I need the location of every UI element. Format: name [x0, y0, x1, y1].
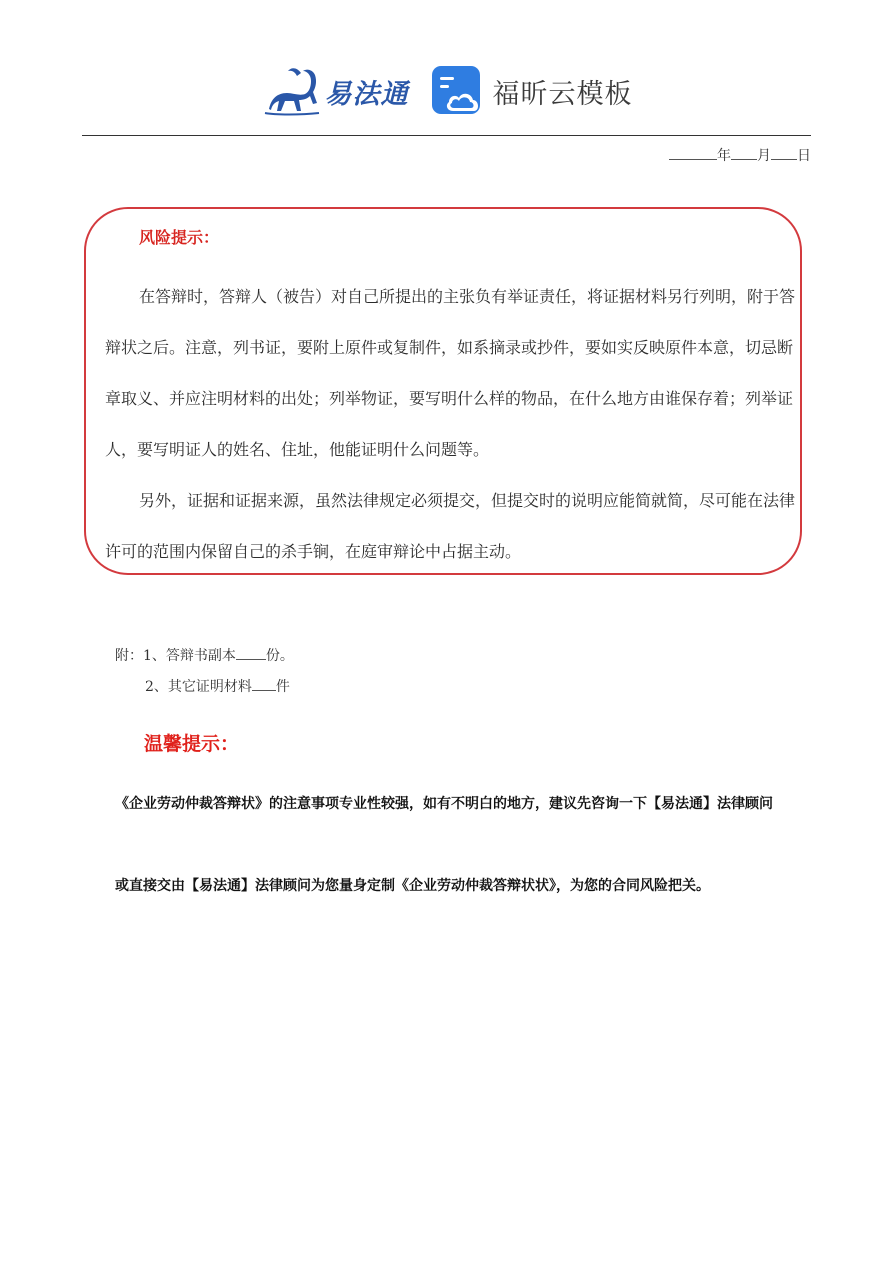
attachment-item-2: [145, 676, 290, 696]
risk-notice-title: 风险提示：: [139, 228, 220, 247]
attachment-item-2-blank[interactable]: [252, 676, 276, 691]
attachment-item-1-blank[interactable]: [236, 645, 266, 660]
date-line: [669, 145, 811, 165]
foxit-logo-text: 福昕云模板: [492, 78, 633, 110]
attachment-item-2-prefix: 2、其它证明材料: [145, 679, 252, 695]
cloud-document-icon: [431, 65, 483, 117]
yifatong-logo: [261, 63, 409, 119]
day-label: 日: [797, 148, 811, 164]
horse-icon: [261, 63, 323, 119]
warm-tip-paragraph-1: 《企业劳动仲裁答辩状》的注意事项专业性较强，如有不明白的地方，建议先咨询一下【易法通】法律顾问: [115, 796, 773, 812]
risk-paragraph-1: 在答辩时，答辩人（被告）对自己所提出的主张负有举证责任，将证据材料另行列明，附于答辩状之后。注意，列书证，要附上原件或复制件，如系摘录或抄件，要如实反映原件本意，切忌断章取义、并应注明材料的出处；列举物证，要写明什么样的物品，在什么地方由谁保存着；列举证人，要写明证人的姓名、住址，他能证明什么问题等。: [105, 287, 796, 459]
attachment-item-2-suffix: 件: [275, 679, 290, 695]
warm-tip-title: 温馨提示：: [144, 733, 240, 755]
attachment-item-1: [115, 645, 294, 665]
header-logos: [0, 56, 893, 126]
month-blank[interactable]: [731, 145, 757, 160]
year-blank[interactable]: [669, 145, 717, 160]
yifatong-logo-text: 易法通: [324, 78, 409, 110]
attachment-item-1-suffix: 份。: [265, 648, 294, 664]
month-label: 月: [757, 148, 771, 164]
risk-notice-body: [105, 271, 795, 577]
risk-notice-box: [84, 207, 802, 575]
attachment-item-1-prefix: 附：1、答辩书副本: [115, 648, 236, 664]
header-divider: [82, 135, 811, 136]
warm-tip-paragraph-2: 或直接交由【易法通】法律顾问为您量身定制《企业劳动仲裁答辩状状》，为您的合同风险把关。: [115, 878, 710, 894]
day-blank[interactable]: [771, 145, 797, 160]
year-label: 年: [717, 148, 731, 164]
foxit-logo: [431, 65, 633, 117]
risk-paragraph-2: 另外，证据和证据来源，虽然法律规定必须提交，但提交时的说明应能简就简，尽可能在法律许可的范围内保留自己的杀手锏，在庭审辩论中占据主动。: [105, 491, 796, 561]
